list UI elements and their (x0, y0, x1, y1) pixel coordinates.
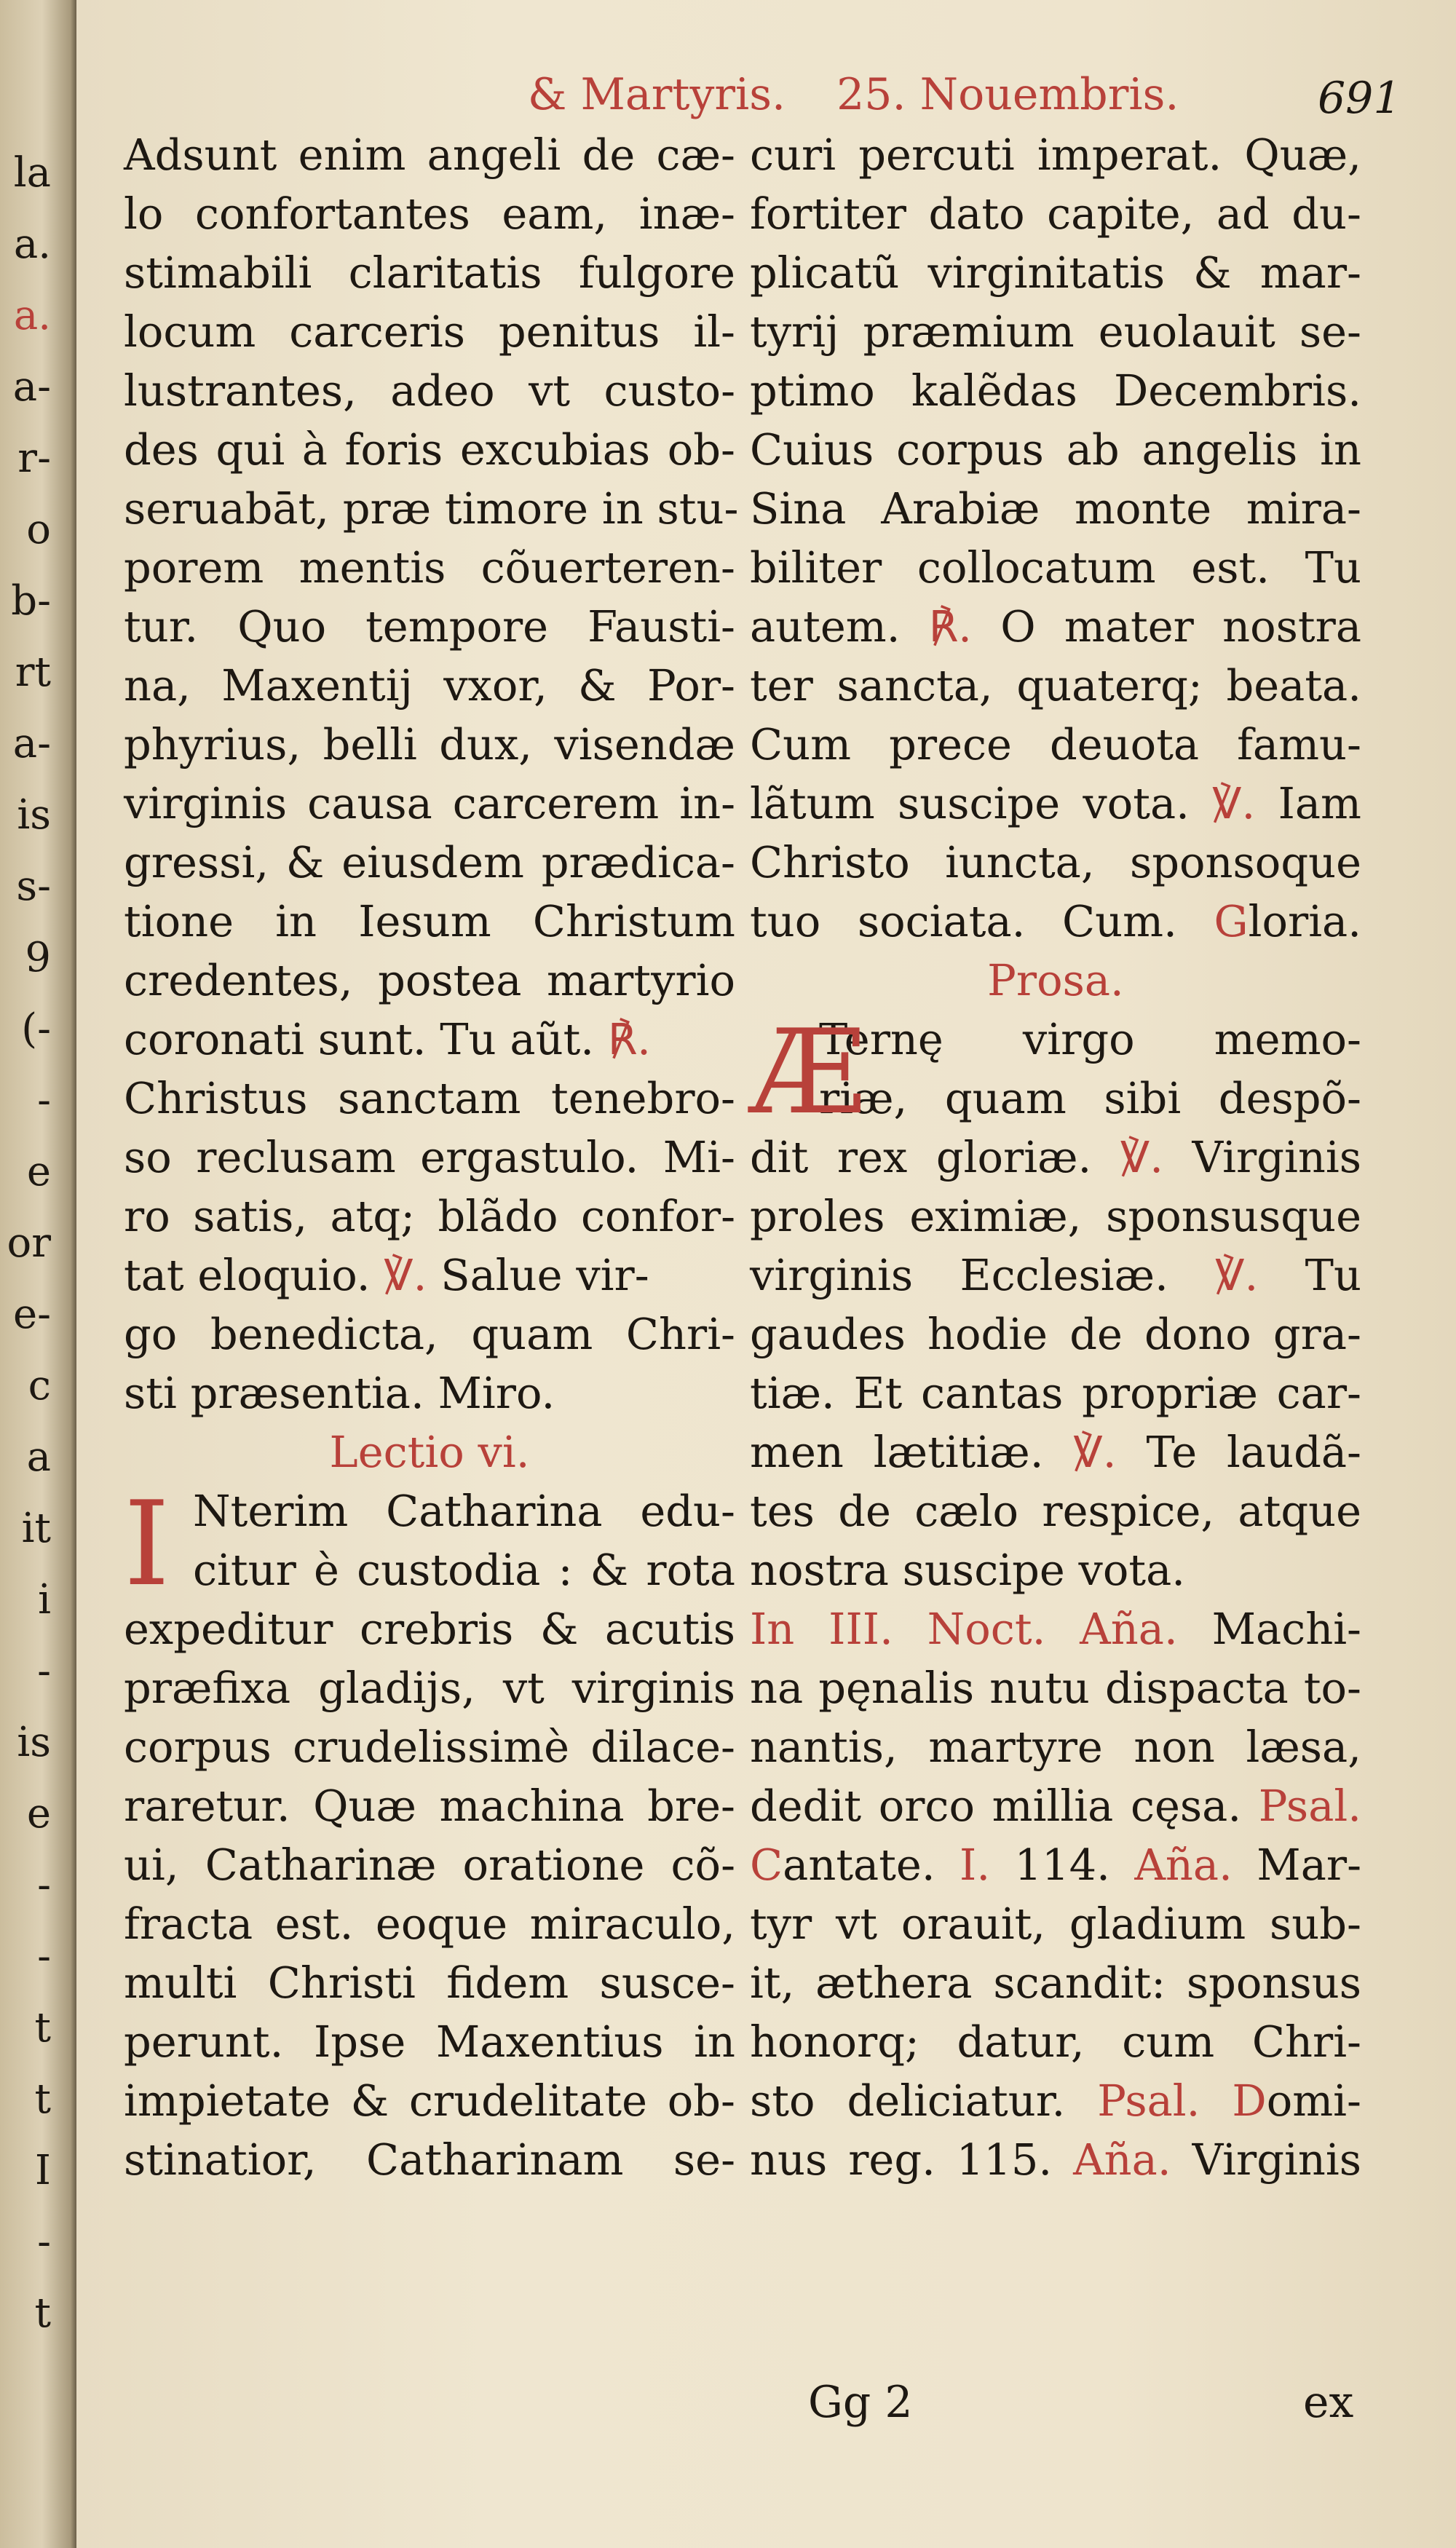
text-line: Christus sanctam tenebro- (124, 1073, 735, 1123)
text-line: raretur. Quæ machina bre- (124, 1781, 735, 1831)
text-segment: Ternę virgo memo- (819, 1014, 1361, 1064)
antiphon-rubric: In III. Noct. Aña. (750, 1604, 1178, 1654)
text-segment: dedit orco millia cęsa. (750, 1781, 1242, 1831)
text-segment: omi- (1266, 2076, 1361, 2126)
text-line (124, 1010, 735, 1069)
previous-page-fragment: s- (16, 863, 51, 910)
text-line: Christo iuncta, sponsoque (750, 837, 1361, 887)
text-segment: Te laudã- (1146, 1427, 1361, 1477)
previous-page-fragment: t (34, 2076, 51, 2123)
text-segment: antate. (783, 1840, 935, 1890)
text-line (750, 892, 1361, 951)
text-line: tyr vt orauit, gladium sub- (750, 1899, 1361, 1949)
previous-page-fragment: - (37, 1647, 51, 1695)
text-segment: sto deliciatur. (750, 2076, 1066, 2126)
previous-page-fragment: a. (13, 292, 51, 339)
text-segment: Virginis (1192, 2134, 1361, 2185)
text-line (750, 1599, 1361, 1658)
previous-page-fragment: e (26, 1790, 51, 1837)
text-line: phyrius, belli dux, visendæ (124, 719, 735, 769)
previous-page-fragment: or (7, 1219, 51, 1267)
text-line: citur è custodia : & rota (193, 1545, 735, 1595)
text-line: tes de cælo respice, atque (750, 1486, 1361, 1536)
previous-page-edge (0, 0, 76, 2548)
previous-page-fragment: it (21, 1505, 51, 1552)
text-line: Adsunt enim angeli de cæ- (124, 130, 735, 180)
text-line: riæ, quam sibi despõ- (819, 1073, 1361, 1123)
responsory-mark: ℟. (607, 1014, 651, 1064)
text-line (750, 1835, 1361, 1894)
gloria-initial: G (1214, 896, 1249, 946)
previous-page-fragment: - (37, 1933, 51, 1980)
text-line: gressi, & eiusdem prædica- (124, 837, 735, 887)
running-head-right: 25. Nouembris. (836, 69, 1179, 120)
text-line: lustrantes, adeo vt custo- (124, 365, 735, 416)
text-segment: virginis Ecclesiæ. (750, 1250, 1168, 1300)
text-line: it, æthera scandit: sponsus (750, 1958, 1361, 2008)
text-segment: Tu (1305, 1250, 1361, 1300)
previous-page-fragment: 9 (25, 934, 51, 981)
previous-page-fragment: a (26, 1433, 51, 1481)
text-line: seruabāt, præ timore in stu- (124, 483, 739, 534)
running-head-left: & Martyris. (528, 69, 786, 120)
text-segment: Machi- (1211, 1604, 1361, 1654)
text-segment: O mater nostra (1000, 601, 1361, 652)
previous-page-fragment: is (17, 791, 51, 839)
previous-page-fragment: (- (21, 1005, 51, 1053)
right-column (750, 125, 1361, 2189)
text-segment: men lætitiæ. (750, 1427, 1044, 1477)
drop-cap: Æ (750, 1004, 867, 1140)
text-line: fortiter dato capite, ad du- (750, 189, 1361, 239)
text-line: ptimo kalẽdas Decembris. (750, 365, 1361, 416)
text-line (750, 2071, 1361, 2130)
text-line (750, 1423, 1361, 1481)
text-segment: Nterim Catharina edu- (193, 1486, 735, 1536)
text-segment: tat eloquio. (124, 1250, 371, 1300)
text-line: gaudes hodie de dono gra- (750, 1309, 1361, 1359)
previous-page-fragment: a- (12, 720, 51, 767)
versicle-mark: ℣. (1073, 1427, 1117, 1477)
running-head (528, 69, 1179, 120)
text-line: na, Maxentij vxor, & Por- (124, 660, 735, 711)
text-line: ui, Catharinæ oratione cõ- (124, 1840, 735, 1890)
previous-page-fragment: r- (17, 435, 51, 482)
text-line: præfixa gladijs, vt virginis (124, 1663, 735, 1713)
text-line: expeditur crebris & acutis (124, 1604, 735, 1654)
text-segment: dit rex gloriæ. (750, 1132, 1092, 1182)
text-line: Cum prece deuota famu- (750, 719, 1361, 769)
text-line: fracta est. eoque miraculo, (124, 1899, 735, 1949)
text-line: plicatũ virginitatis & mar- (750, 248, 1361, 298)
text-line: credentes, postea martyrio (124, 955, 735, 1005)
text-line: tione in Iesum Christum (124, 896, 735, 946)
previous-page-fragment: b- (11, 577, 51, 625)
text-segment: Salue vir- (440, 1250, 649, 1300)
text-line: corpus crudelissimè dilace- (124, 1722, 735, 1772)
text-line: curi percuti imperat. Quæ, (750, 130, 1361, 180)
text-segment: Iam (1278, 778, 1361, 828)
previous-page-fragment: is (17, 1719, 51, 1766)
previous-page-fragment: t (34, 2004, 51, 2052)
text-segment: tuo sociata. Cum. (750, 896, 1177, 946)
text-segment: 114. (1014, 1840, 1110, 1890)
text-line: porem mentis cõuerteren- (124, 542, 735, 593)
text-line: proles eximiæ, sponsusque (750, 1191, 1361, 1241)
previous-page-fragment: - (37, 1861, 51, 1909)
psalm-number-rubric: I. (960, 1840, 991, 1890)
text-line: go benedicta, quam Chri- (124, 1309, 735, 1359)
text-line: nantis, martyre non læsa, (750, 1722, 1361, 1772)
lectio-heading: Lectio vi. (329, 1427, 530, 1477)
text-line: na pęnalis nutu dispacta to- (750, 1663, 1361, 1713)
text-line: stimabili claritatis fulgore (124, 248, 735, 298)
text-line: lo confortantes eam, inæ- (124, 189, 735, 239)
text-line: perunt. Ipse Maxentius in (124, 2017, 735, 2067)
previous-page-fragment: o (26, 506, 51, 553)
text-line: multi Christi fidem susce- (124, 1958, 735, 2008)
previous-page-fragment: a. (13, 221, 51, 268)
folio-number: 691 (1318, 73, 1401, 124)
versicle-mark: ℣. (1120, 1132, 1163, 1182)
catchword: ex (1303, 2377, 1354, 2428)
text-segment: loria. (1248, 896, 1361, 946)
previous-page-fragment: c (28, 1362, 51, 1409)
text-line: so reclusam ergastulo. Mi- (124, 1132, 735, 1182)
previous-page-fragment: e (26, 1148, 51, 1195)
previous-page-fragment: la (13, 149, 51, 197)
text-line: sti præsentia. Miro. (124, 1368, 555, 1418)
text-line: biliter collocatum est. Tu (750, 542, 1361, 593)
versicle-mark: ℣. (384, 1250, 427, 1300)
psalm-initial: C (750, 1840, 783, 1890)
previous-page-fragment: a- (12, 363, 51, 411)
text-segment: coronati sunt. Tu aũt. (124, 1014, 595, 1064)
text-segment: Mar- (1257, 1840, 1362, 1890)
text-line: tur. Quo tempore Fausti- (124, 601, 735, 652)
drop-cap: I (124, 1476, 170, 1612)
text-line (124, 1246, 735, 1305)
versicle-mark: ℣. (1212, 778, 1256, 828)
previous-page-fragment: i (38, 1576, 51, 1623)
antiphon-rubric: Aña. (1134, 1840, 1233, 1890)
previous-page-fragment: e- (12, 1291, 51, 1338)
left-column (124, 125, 739, 2189)
responsory-mark: ℟. (928, 601, 972, 652)
text-line (750, 1776, 1361, 1835)
psalm-rubric: Psal. D (1097, 2076, 1267, 2126)
text-line: virginis causa carcerem in- (124, 778, 735, 828)
text-line: Cuius corpus ab angelis in (750, 424, 1361, 475)
previous-page-fragment: I (34, 2147, 51, 2194)
antiphon-rubric: Aña. (1073, 2134, 1171, 2185)
text-segment: autem. (750, 601, 901, 652)
text-line: stinatior, Catharinam se- (124, 2134, 735, 2185)
text-line: impietate & crudelitate ob- (124, 2076, 735, 2126)
text-line: Sina Arabiæ monte mira- (750, 483, 1361, 534)
text-line: locum carceris penitus il- (124, 306, 735, 357)
versicle-mark: ℣. (1215, 1250, 1259, 1300)
text-line: tiæ. Et cantas propriæ car- (750, 1368, 1361, 1418)
text-line: tyrij præmium euolauit se- (750, 306, 1361, 357)
text-segment: Virginis (1192, 1132, 1361, 1182)
text-line (750, 2130, 1361, 2189)
text-line: ro satis, atq; blãdo confor- (124, 1191, 735, 1241)
text-segment: lãtum suscipe vota. (750, 778, 1190, 828)
text-line: honorq; datur, cum Chri- (750, 2017, 1361, 2067)
previous-page-fragment: rt (15, 649, 51, 696)
signature-mark: Gg 2 (808, 2377, 913, 2428)
previous-page-fragment: - (37, 1077, 51, 1124)
text-segment: nus reg. 115. (750, 2134, 1053, 2185)
text-line (750, 774, 1361, 833)
text-line (750, 1246, 1361, 1305)
previous-page-fragment: t (34, 2290, 51, 2337)
text-line: ter sancta, quaterq; beata. (750, 660, 1361, 711)
previous-page-fragment: - (37, 2218, 51, 2266)
text-line: nostra suscipe vota. (750, 1545, 1186, 1595)
text-line (750, 597, 1361, 656)
prosa-heading: Prosa. (987, 955, 1124, 1005)
text-line: des qui à foris excubias ob- (124, 424, 735, 475)
book-page (76, 0, 1456, 2548)
psalm-rubric: Psal. (1258, 1781, 1361, 1831)
